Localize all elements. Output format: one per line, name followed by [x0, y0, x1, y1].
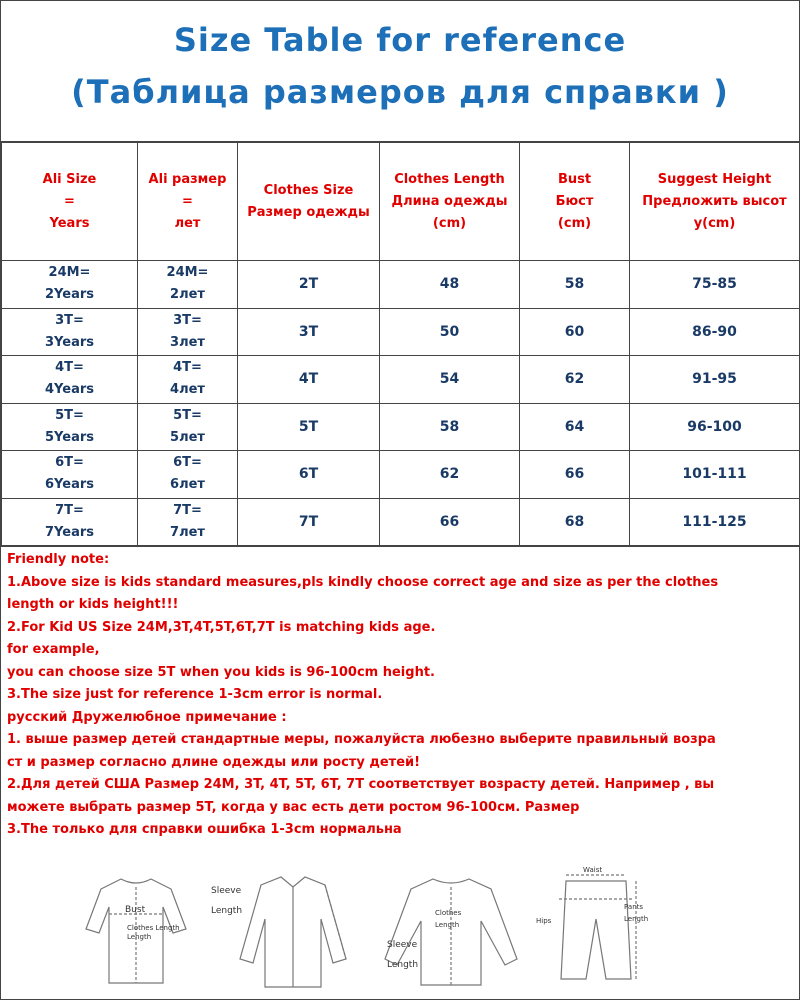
- cell-clothes-length: 62: [380, 451, 520, 499]
- cell-clothes-length: 54: [380, 356, 520, 404]
- cell-ali-razmer: 7T= 7лет: [138, 498, 238, 546]
- cell-clothes-length: 48: [380, 261, 520, 309]
- cell-clothes-size: 6T: [238, 451, 380, 499]
- table-row: [2, 356, 800, 404]
- cell-height: 86-90: [630, 308, 800, 356]
- title-english: Size Table for reference: [173, 21, 627, 59]
- title-block: [1, 1, 799, 142]
- cell-ali-size: 4T= 4Years: [2, 356, 138, 404]
- table-row: [2, 261, 800, 309]
- measurement-diagrams: [61, 859, 681, 997]
- label-pants-length: Length: [624, 915, 649, 923]
- note-line: 3.The size just for reference 1-3cm error is normal.: [7, 687, 383, 702]
- label-length-2: Length: [435, 921, 460, 929]
- cell-ali-size: 7T= 7Years: [2, 498, 138, 546]
- label-sleeve-length: Length: [211, 906, 243, 916]
- label-clothes: Clothes Length: [127, 924, 180, 932]
- header-bust: Bust Бюст (cm): [520, 143, 630, 261]
- table-row: [2, 498, 800, 546]
- cell-ali-size: 24M= 2Years: [2, 261, 138, 309]
- header-ali-razmer: Ali размер = лет: [138, 143, 238, 261]
- cell-clothes-length: 50: [380, 308, 520, 356]
- table-row: [2, 451, 800, 499]
- cell-ali-size: 6T= 6Years: [2, 451, 138, 499]
- header-ali-size: Ali Size = Years: [2, 143, 138, 261]
- cell-height: 111-125: [630, 498, 800, 546]
- cell-clothes-size: 3T: [238, 308, 380, 356]
- label-clothes-2: Clothes: [435, 909, 462, 917]
- cell-height: 91-95: [630, 356, 800, 404]
- table-header-row: [2, 143, 800, 261]
- note-line: 3.The только для справки ошибка 1-3cm нормальна: [7, 822, 402, 837]
- cell-ali-razmer: 5T= 5лет: [138, 403, 238, 451]
- label-waist: Waist: [583, 866, 603, 874]
- cell-ali-razmer: 3T= 3лет: [138, 308, 238, 356]
- size-table: [1, 142, 800, 546]
- shirt-diagram: [240, 877, 346, 987]
- cell-clothes-length: 66: [380, 498, 520, 546]
- cell-height: 101-111: [630, 451, 800, 499]
- title-russian: (Таблица размеров для справки ): [71, 73, 729, 111]
- header-suggest-height: Suggest Height Предложить высот у(cm): [630, 143, 800, 261]
- cell-ali-size: 5T= 5Years: [2, 403, 138, 451]
- pants-diagram: [559, 875, 636, 979]
- label-hips: Hips: [536, 917, 552, 925]
- note-line: 2.Для детей США Размер 24M, 3T, 4T, 5T, 6T, 7T соответствует возрасту детей. Например , вы: [7, 777, 715, 792]
- cell-clothes-size: 2T: [238, 261, 380, 309]
- note-line: 2.For Kid US Size 24M,3T,4T,5T,6T,7T is matching kids age.: [7, 619, 436, 635]
- note-line: 1. выше размер детей стандартные меры, пожалуйста любезно выберите правильный возра: [7, 732, 716, 747]
- cell-ali-size: 3T= 3Years: [2, 308, 138, 356]
- cell-bust: 62: [520, 356, 630, 404]
- label-sleeve-length-2: Length: [387, 960, 419, 970]
- cell-height: 75-85: [630, 261, 800, 309]
- note-line: for example,: [7, 642, 100, 657]
- cell-clothes-size: 4T: [238, 356, 380, 404]
- cell-ali-razmer: 24M= 2лет: [138, 261, 238, 309]
- friendly-notes: [1, 546, 799, 842]
- label-bust: Bust: [125, 905, 146, 915]
- cell-clothes-length: 58: [380, 403, 520, 451]
- garment-illustrations: [61, 859, 681, 997]
- cell-ali-razmer: 6T= 6лет: [138, 451, 238, 499]
- cell-bust: 60: [520, 308, 630, 356]
- cell-bust: 66: [520, 451, 630, 499]
- label-clothes-length-1: Length: [127, 933, 152, 941]
- cell-ali-razmer: 4T= 4лет: [138, 356, 238, 404]
- cell-bust: 68: [520, 498, 630, 546]
- note-line: 1.Above size is kids standard measures,pls kindly choose correct age and size as per the clothes: [7, 574, 719, 590]
- note-line: можете выбрать размер 5T, когда у вас есть дети ростом 96-100см. Размер: [7, 799, 580, 815]
- header-clothes-length: Clothes Length Длина одежды (cm): [380, 143, 520, 261]
- note-line: русский Дружелюбное примечание :: [7, 709, 287, 725]
- table-row: [2, 403, 800, 451]
- table-row: [2, 308, 800, 356]
- cell-clothes-size: 7T: [238, 498, 380, 546]
- note-line: length or kids height!!!: [7, 597, 179, 612]
- note-line: ст и размер согласно длине одежды или росту детей!: [7, 754, 421, 770]
- cell-height: 96-100: [630, 403, 800, 451]
- note-line: Friendly note:: [7, 552, 110, 567]
- label-pants: Pants: [624, 903, 644, 911]
- header-clothes-size: Clothes Size Размер одежды: [238, 143, 380, 261]
- note-line: you can choose size 5T when you kids is 96-100cm height.: [7, 664, 435, 680]
- label-sleeve: Sleeve: [211, 886, 242, 896]
- cell-bust: 58: [520, 261, 630, 309]
- cell-clothes-size: 5T: [238, 403, 380, 451]
- cell-bust: 64: [520, 403, 630, 451]
- label-sleeve-2: Sleeve: [387, 940, 418, 950]
